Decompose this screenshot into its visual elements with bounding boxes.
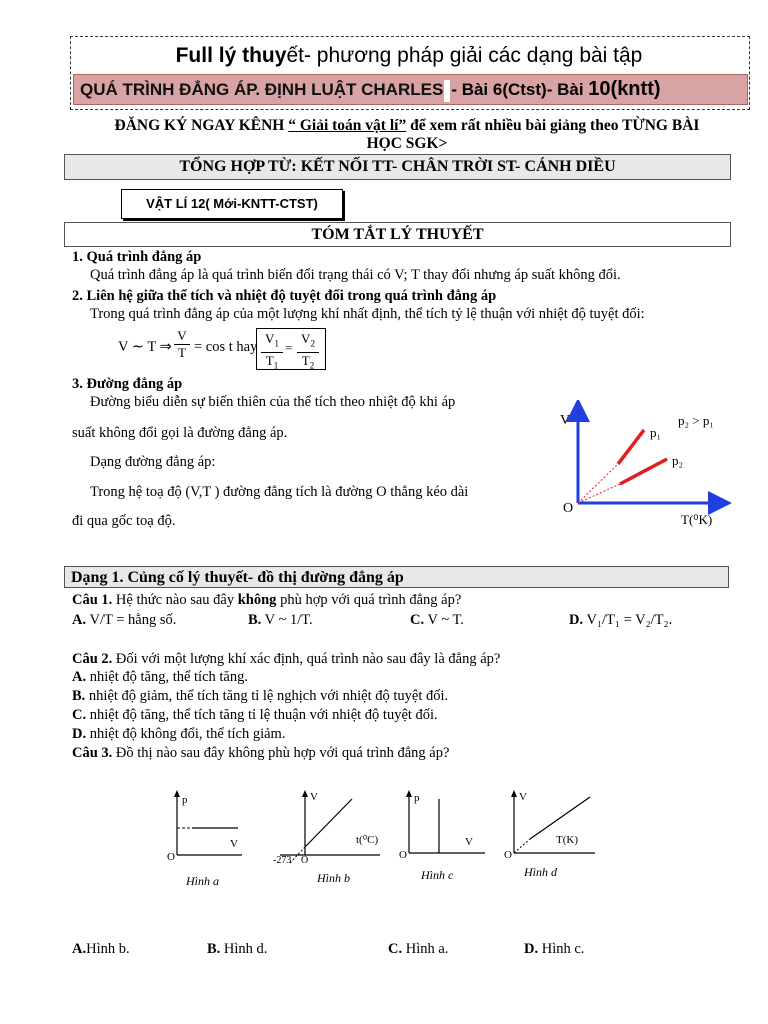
p1-label: p₁: [650, 425, 662, 440]
fig-b-caption: Hình b: [317, 871, 350, 885]
svg-text:t(⁰C): t(⁰C): [356, 834, 379, 846]
svg-text:p: p: [182, 794, 188, 806]
svg-text:O: O: [301, 855, 309, 866]
q2-option-b[interactable]: B. nhiệt độ giảm, thể tích tăng tỉ lệ nghịch với nhiệt độ tuyệt đối.: [72, 688, 449, 704]
fig-d-caption: Hình d: [524, 865, 557, 879]
page-title: Full lý thuyết- phương pháp giải các dạng bài tập: [175, 44, 643, 67]
section-3-line2: suất không đổi gọi là đường đẳng áp.: [72, 425, 288, 441]
formula-mid: = cos t hay: [194, 339, 258, 355]
q2-option-d[interactable]: D. nhiệt độ không đổi, thể tích giảm.: [72, 726, 286, 742]
q3-option-d[interactable]: D. Hình c.: [524, 941, 585, 957]
question-3: Câu 3. Đồ thị nào sau đây không phù hợp với quá trình đẳng áp?: [72, 745, 450, 761]
q1-option-b[interactable]: B. V ~ 1/T.: [248, 612, 313, 628]
q1-option-c[interactable]: C. V ~ T.: [410, 612, 464, 628]
svg-text:V: V: [310, 791, 318, 803]
source-banner: TỔNG HỢP TỪ: KẾT NỐI TT- CHÂN TRỜI ST- CÁNH DIỀU: [64, 154, 731, 180]
q1-option-d[interactable]: D. V₁/T₁ = V₂/T₂.: [569, 612, 673, 628]
type-1-heading: Dạng 1. Củng cố lý thuyết- đồ thị đường đẳng áp: [64, 566, 729, 588]
isobar-p2-line: [620, 459, 667, 484]
section-3-line4: Trong hệ toạ độ (V,T ) đường đẳng tích là đường O thẳng kéo dài: [90, 484, 469, 500]
q1-option-a[interactable]: A. V/T = hằng số.: [72, 612, 177, 628]
section-3-line5: đi qua gốc toạ độ.: [72, 513, 176, 529]
t-axis-label: T(⁰K): [681, 512, 713, 527]
svg-text:V: V: [465, 836, 473, 848]
svg-text:O: O: [167, 851, 175, 863]
q3-option-b[interactable]: B. Hình d.: [207, 941, 268, 957]
section-1-text: Quá trình đẳng áp là quá trình biến đổi trạng thái có V; T thay đổi nhưng áp suất không đổi.: [90, 267, 621, 283]
signup-note: ĐĂNG KÝ NGAY KÊNH “ Giải toán vật lí” để xem rất nhiều bài giảng theo TỪNG BÀI HỌC SGK>: [114, 117, 700, 152]
svg-text:-273: -273: [273, 855, 292, 866]
graph-d: [500, 785, 600, 890]
isobar-graph: [555, 400, 735, 530]
v-axis-label: V: [560, 413, 571, 428]
section-2-title: 2. Liên hệ giữa thể tích và nhiệt độ tuyệt đối trong quá trình đẳng áp: [72, 288, 497, 304]
q2-option-c[interactable]: C. nhiệt độ tăng, thể tích tăng tỉ lệ thuận với nhiệt độ tuyệt đối.: [72, 707, 438, 723]
channel-link[interactable]: “ Giải toán vật lí”: [288, 117, 407, 134]
summary-heading: TÓM TẮT LÝ THUYẾT: [64, 222, 731, 247]
svg-text:p: p: [414, 792, 420, 804]
q2-option-a[interactable]: A. nhiệt độ tăng, thể tích tăng.: [72, 669, 248, 685]
svg-text:O: O: [504, 849, 512, 861]
q3-option-a[interactable]: A.Hình b.: [72, 941, 130, 957]
question-2: Câu 2. Đối với một lượng khí xác định, quá trình nào sau đây là đẳng áp?: [72, 651, 501, 667]
graph-a: [160, 785, 260, 890]
svg-text:T(K): T(K): [556, 834, 578, 846]
graph-c: [395, 785, 495, 890]
question-1: Câu 1. Hệ thức nào sau đây không phù hợp với quá trình đẳng áp?: [72, 592, 462, 608]
section-3-line3: Dạng đường đẳng áp:: [90, 454, 216, 470]
q3-option-c[interactable]: C. Hình a.: [388, 941, 449, 957]
fig-c-caption: Hình c: [421, 868, 454, 882]
section-3-title: 3. Đường đẳng áp: [72, 376, 183, 392]
section-2-text: Trong quá trình đẳng áp của một lượng khí nhất định, thể tích tỷ lệ thuận với nhiệt độ tuyệt đối:: [90, 306, 645, 322]
section-1-title: 1. Quá trình đẳng áp: [72, 249, 202, 265]
graph-b: [270, 785, 390, 890]
origin-label: O: [563, 501, 574, 516]
svg-text:V: V: [519, 791, 527, 803]
svg-text:V: V: [230, 838, 238, 850]
isobar-p1-line: [618, 430, 644, 464]
formula-box: $V_1$ $T_1$ = $V_2$ $T_2$: [256, 328, 326, 370]
formula-lead: V ∼ T ⇒: [118, 339, 172, 355]
grade-label: VẬT LÍ 12( Mới-KNTT-CTST): [121, 189, 343, 219]
svg-text:O: O: [399, 849, 407, 861]
p2-label: p₂: [672, 453, 684, 468]
fraction-v-t: V T: [174, 328, 190, 361]
fig-a-caption: Hình a: [186, 874, 219, 888]
section-3-line1: Đường biểu diễn sự biến thiên của thể tích theo nhiệt độ khi áp: [90, 394, 456, 410]
pressure-relation: p₂ > p₁: [678, 413, 714, 428]
topic-title: QUÁ TRÌNH ĐẲNG ÁP. ĐỊNH LUẬT CHARLES - Bài 6(Ctst)- Bài 10(kntt): [80, 78, 661, 100]
